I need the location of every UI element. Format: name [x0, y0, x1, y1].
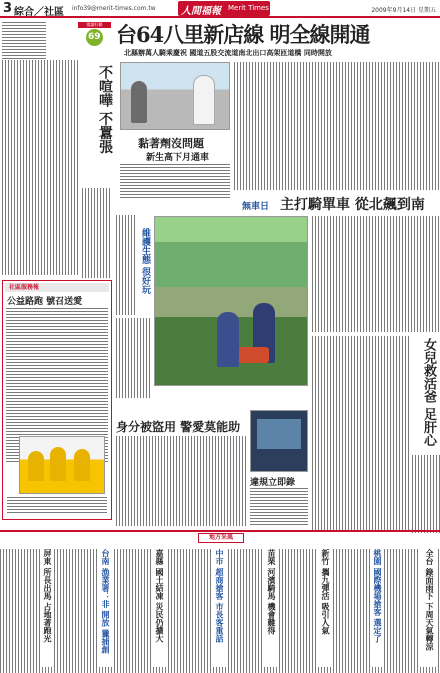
main-caption-title: 黏著劑沒問題 — [138, 137, 204, 150]
logo-cn: 人間福報 — [181, 6, 221, 17]
community-photo — [19, 436, 105, 494]
logo-en: Merit Times — [228, 4, 269, 12]
community-box — [2, 280, 112, 520]
bike-headline-small: 無車日 — [242, 202, 270, 212]
traffic-photo — [250, 410, 308, 472]
badge-number: 69 — [88, 32, 101, 42]
local-headline-taiwan: 全台 錄面雨下 下周天氣轉涼 — [420, 549, 436, 667]
local-headline-taichung: 中市 超商搶客 市長客重話 — [212, 549, 226, 667]
reading-badge — [78, 22, 111, 46]
photo-person — [28, 451, 44, 481]
community-caption — [7, 497, 107, 515]
local-headline-pingtung: 屏東 所長出馬 占地著跑光 — [40, 549, 54, 667]
photo-person — [217, 312, 239, 367]
local-news-label: 地方采風 — [198, 533, 244, 543]
header-date: 2009年9月14日 星期五 — [371, 7, 436, 14]
right-column-text — [312, 216, 440, 332]
column-title: 不喧嘩 不囂張 — [82, 65, 112, 185]
main-subhead: 北縣辦萬人騎乘慶祝 國道五股交流道南北出口高架匝道橋 同時開放 — [124, 49, 332, 57]
local-news-area — [0, 545, 440, 673]
plant-basket — [239, 347, 269, 363]
local-news-rule — [0, 530, 440, 532]
header-email: info39@merit-times.com.tw — [72, 5, 156, 12]
traffic-text — [250, 488, 308, 526]
page-number: 3 — [3, 1, 13, 16]
identity-headline: 身分被盜用 警愛莫能助 — [116, 420, 241, 434]
left-column-text — [2, 22, 46, 60]
badge-label: 閱讀好聯 — [78, 22, 111, 28]
main-story-text — [234, 62, 440, 190]
community-label: 社區服務報 — [5, 283, 109, 292]
photo-person — [50, 447, 66, 481]
photo-person — [193, 75, 215, 125]
local-headline-chiayi: 嘉縣 國土結凍 災民仍擴大 — [152, 549, 166, 667]
ecology-text — [116, 215, 136, 315]
local-headline-tainan: 台南 漁業署：非 開放 獵捕創 — [98, 549, 112, 667]
right-feature-headline: 女兒救活爸 足肝心 — [412, 338, 438, 450]
main-photo — [120, 62, 230, 130]
local-headline-taoyuan: 桃園 國際機場搶客 選定了 — [370, 549, 384, 667]
ecology-photo — [154, 216, 308, 386]
bike-headline: 主打騎單車 從北飆到南 — [280, 197, 425, 213]
column-essay-text-2 — [82, 188, 112, 278]
main-caption-text — [120, 164, 230, 198]
right-feature-text — [312, 336, 410, 532]
main-headline: 台64八里新店線 明全線開通 — [116, 22, 370, 47]
community-headline: 公益路跑 號召送愛 — [7, 297, 83, 307]
right-feature-text-2 — [412, 455, 440, 533]
local-headline-hsinchu: 新竹 攜九彈活 吸引人氣 — [318, 549, 332, 667]
main-caption-sub: 新生高下月通車 — [146, 153, 210, 163]
camera-screen — [257, 419, 301, 449]
masthead-logo — [178, 1, 270, 16]
identity-text — [116, 436, 246, 526]
ecology-headline: 維護生態 很好玩 — [136, 228, 152, 312]
ecology-caption — [116, 318, 152, 398]
page-header — [0, 0, 440, 18]
column-essay-text — [2, 60, 80, 275]
photo-person — [74, 449, 90, 481]
traffic-headline: 違規立即錄 — [250, 478, 296, 488]
photo-person — [131, 81, 147, 123]
section-name: 綜合／社區 — [14, 7, 64, 18]
local-headline-miaoli: 苗栗 河濱騎馬 機會難得 — [264, 549, 278, 667]
